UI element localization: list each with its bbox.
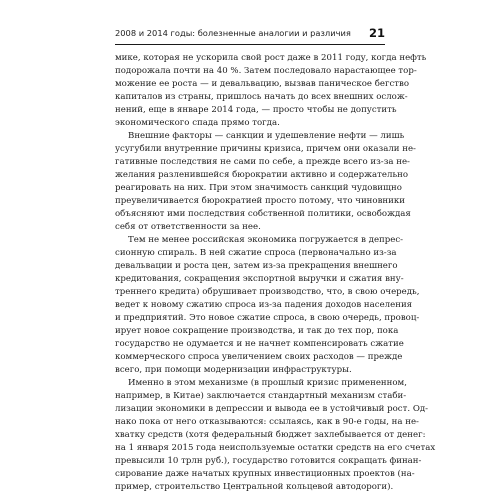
body-text xyxy=(115,52,436,494)
text-line: и предприятий. Это новое сжатие спроса, в свою очередь, провоц- xyxy=(115,313,420,323)
text-line: реагировать на них. При этом значимость санкций чудовищно xyxy=(115,183,402,193)
paragraph xyxy=(115,52,427,130)
text-line: Тем не менее российская экономика погружается в депрес- xyxy=(128,235,404,245)
paragraph xyxy=(115,234,420,377)
text-line: Именно в этом механизме (в прошлый кризис примененном, xyxy=(128,378,407,388)
text-line: лизации экономики в депрессии и вывода ее в устойчивый рост. Од- xyxy=(115,404,429,414)
paragraph xyxy=(115,377,436,494)
text-line: экономического спада прямо тогда. xyxy=(115,118,280,128)
text-line: Внешние факторы — санкции и удешевление нефти — лишь xyxy=(128,131,405,141)
text-line: нений, еще в январе 2014 года, — просто чтобы не допустить xyxy=(115,105,397,115)
text-line: ирует новое сокращение производства, и так до тех пор, пока xyxy=(115,326,399,336)
text-line: на 1 января 2015 года неиспользуемые остатки средств на его счетах xyxy=(115,443,436,453)
text-line: девальвации и роста цен, затем из-за прекращения внешнего xyxy=(115,261,398,271)
paragraph xyxy=(115,130,416,234)
text-line: мике, которая не ускорила свой рост даже в 2011 году, когда нефть xyxy=(115,53,427,63)
text-line: можение ее роста — и девальвацию, вызвав паническое бегство xyxy=(115,79,410,89)
text-line: капиталов из страны, пришлось начать до всех внешних ослож- xyxy=(115,92,408,102)
text-line: сионную спираль. В ней сжатие спроса (первоначально из-за xyxy=(115,248,397,258)
text-line: превысили 10 трлн руб.), государство готовится сокращать финан- xyxy=(115,456,422,466)
text-line: сирование даже начатых крупных инвестиционных проектов (на- xyxy=(115,469,415,479)
text-line: желания разленившейся бюрократии активно и содержательно xyxy=(115,170,409,180)
text-line: усугубили внутренние причины кризиса, причем они оказали не- xyxy=(115,144,416,154)
text-line: всего, при помощи модернизации инфраструктуры. xyxy=(115,365,352,375)
text-line: например, в Китае) заключается стандартный механизм стаби- xyxy=(115,391,407,401)
text-line: себя от ответственности за нее. xyxy=(115,222,261,232)
text-line: пример, строительство Центральной кольцевой автодороги). xyxy=(115,482,394,492)
text-line: нако пока от него отказываются: ссылаясь, как в 90-е годы, на не- xyxy=(115,417,419,427)
text-line: ведет к новому сжатию спроса из-за падения доходов населения xyxy=(115,300,413,310)
text-line: коммерческого спроса увеличением своих расходов — прежде xyxy=(115,352,403,362)
text-line: подорожала почти на 40 %. Затем последовало нарастающее тор- xyxy=(115,66,417,76)
page-number: 21 xyxy=(368,26,385,40)
text-line: хватку средств (хотя федеральный бюджет захлебывается от денег: xyxy=(115,430,426,440)
running-head xyxy=(115,26,385,45)
text-line: объясняют ими последствия собственной политики, освобождая xyxy=(115,209,411,219)
text-line: государство не одумается и не начнет компенсировать сжатие xyxy=(115,339,404,349)
text-line: преувеличивается бюрократией просто потому, что чиновники xyxy=(115,196,405,206)
text-line: гативные последствия не сами по себе, а прежде всего из-за не- xyxy=(115,157,410,167)
running-head-title: 2008 и 2014 годы: болезненные аналогии и различия xyxy=(115,28,351,38)
text-line: треннего кредита) обрушивает производство, что, в свою очередь, xyxy=(115,287,420,297)
text-line: кредитования, сокращения экспортной выручки и сжатия вну- xyxy=(115,274,404,284)
